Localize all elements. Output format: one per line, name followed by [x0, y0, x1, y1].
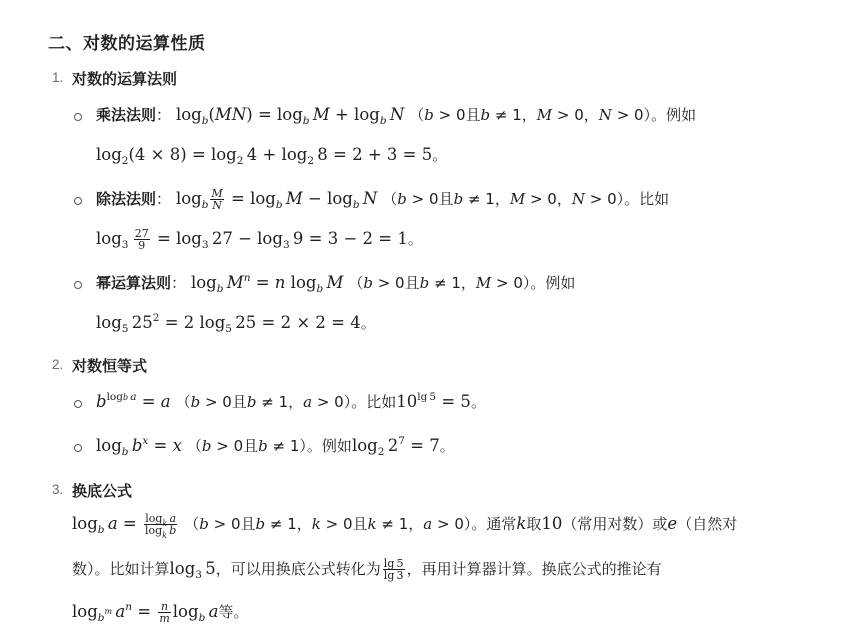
tail-text: 。例如 [530, 274, 576, 292]
change-of-base-line-3 [72, 601, 248, 624]
text: （常用对数）或 [562, 515, 668, 533]
list-number-2: 2. [52, 357, 64, 372]
example-end: 。 [360, 314, 376, 332]
tail-text: 。例如 [306, 437, 352, 455]
list-number-1: 1. [52, 70, 64, 85]
example-end: 。 [439, 437, 455, 455]
tail-text: 。比如 [624, 190, 670, 208]
bullet-icon [74, 400, 82, 408]
text: 数）。比如计算 [72, 560, 170, 578]
bullet-icon [74, 444, 82, 452]
rule-power [96, 272, 575, 294]
section-title-1: 对数的运算法则 [72, 70, 178, 88]
formula: $\log_b$ $\frac{M}{N}$ = $\log_b M - \log_b N$ [175, 187, 378, 212]
tail-text: 。比如 [351, 393, 397, 411]
rule-division [96, 188, 669, 211]
rule-label: 除法法则 [96, 190, 157, 208]
text: 等。 [218, 603, 249, 621]
identity-item-1 [96, 391, 486, 413]
text: ，可以用换底公式转化为 [215, 560, 381, 578]
text: ，再用计算器计算。换底公式的推论有 [406, 560, 662, 578]
list-number-3: 3. [52, 482, 64, 497]
change-of-base-line-2 [72, 558, 662, 581]
section-title-3: 换底公式 [72, 482, 133, 500]
example-end: 。 [432, 146, 448, 164]
var-e: e [667, 514, 678, 533]
example-fraction: $\frac{\lg 5}{\lg 3}$ [383, 557, 404, 582]
text: 取 [526, 515, 542, 533]
number-ten: 10 [541, 514, 563, 533]
rule-multiplication [96, 104, 696, 126]
var-k: k [516, 514, 527, 533]
condition: （b > 0且b ≠ 1） [186, 437, 307, 455]
colon: ： [156, 190, 172, 208]
example-formula: $\log_2 2^7 = 7$ [351, 435, 440, 458]
formula: $\log_b M^n = n$ $\log_b M$ [190, 272, 344, 295]
bullet-icon [74, 113, 82, 121]
condition: （b > 0且b ≠ 1，M > 0） [348, 274, 531, 292]
section-heading: 二、对数的运算性质 [48, 34, 206, 54]
example-multiplication [96, 144, 447, 166]
bullet-icon [74, 197, 82, 205]
rule-label: 幂运算法则 [96, 274, 172, 292]
rule-label: 乘法法则 [96, 106, 157, 124]
example-formula: $\log_3$ $\frac{27}{9}$ = $\log_3 27 - \log_3 9 = 3 - 2 = 1$ [96, 227, 408, 252]
example-formula: $10^{lg 5} = 5$ [396, 391, 471, 411]
change-of-base-line-1 [72, 512, 738, 540]
example-end: 。 [470, 393, 486, 411]
condition: （b > 0且b ≠ 1，M > 0，N > 0） [382, 190, 625, 208]
colon: ： [156, 106, 172, 124]
formula: $\log_b b^x = x$ [96, 435, 182, 458]
text: 。通常 [471, 515, 517, 533]
example-formula: $\log_2(4 \times 8) = \log_2 4 + \log_2 8 = 2 + 3 = 5$ [96, 145, 433, 167]
formula: $\log_b(MN) = \log_b M + \log_b N$ [175, 105, 405, 127]
colon: ： [171, 274, 187, 292]
condition: （b > 0且b ≠ 1，a > 0） [175, 393, 352, 411]
condition: （b > 0且b ≠ 1，M > 0，N > 0） [409, 106, 652, 124]
identity-item-2 [96, 435, 455, 457]
example-formula: $\log_3 5$ [169, 559, 216, 581]
condition: （b > 0且b ≠ 1，k > 0且k ≠ 1，a > 0） [184, 515, 472, 533]
section-title-2: 对数恒等式 [72, 357, 148, 375]
example-division [96, 228, 423, 251]
example-end: 。 [407, 230, 423, 248]
example-power [96, 312, 376, 334]
tail-text: 。例如 [651, 106, 697, 124]
example-formula: $\log_5 25^2 = 2$ $\log_5 25 = 2 \times 2 = 4$ [96, 312, 361, 335]
formula: $b^{logb a} = a$ [96, 391, 171, 411]
text: （自然对 [677, 515, 738, 533]
bullet-icon [74, 281, 82, 289]
corollary-formula: $\log_{b^m} a^n$ = $\frac{n}{m}$ $\log_b a$ [72, 600, 219, 625]
formula: $\log_b a$ = $\frac{\log_k a}{\log_k b}$ [72, 512, 177, 540]
